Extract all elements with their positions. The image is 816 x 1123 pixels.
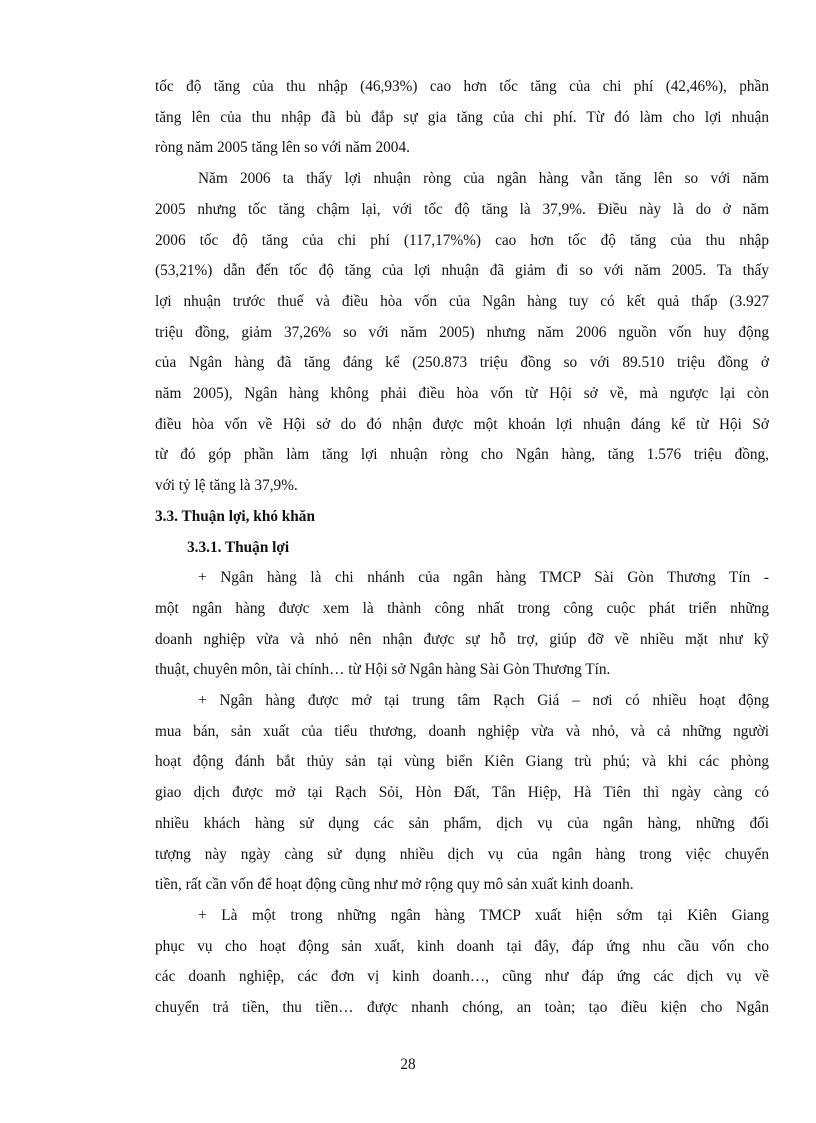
- text-line: các doanh nghiệp, các đơn vị kinh doanh…, cũng như đáp ứng các dịch vụ về: [155, 968, 769, 986]
- page-number: 28: [400, 1056, 416, 1073]
- text-line: từ đó góp phần làm tăng lợi nhuận ròng cho Ngân hàng, tăng 1.576 triệu đồng,: [155, 446, 769, 464]
- advantage-point-2: [155, 686, 769, 901]
- paragraph-continuation: [155, 72, 769, 164]
- text-line: Năm 2006 ta thấy lợi nhuận ròng của ngân hàng vẫn tăng lên so với năm: [198, 170, 769, 188]
- text-line: một ngân hàng được xem là thành công nhất trong công cuộc phát triển những: [155, 599, 769, 617]
- text-line: (53,21%) dẫn đến tốc độ tăng của lợi nhuận đã giảm đi so với năm 2005. Ta thấy: [155, 262, 769, 280]
- advantage-point-1: [155, 563, 769, 686]
- text-line: tiền, rất cần vốn để hoạt động cũng như mở rộng quy mô sản xuất kinh doanh.: [155, 876, 634, 894]
- text-line: doanh nghiệp vừa và nhỏ nên nhận được sự hỗ trợ, giúp đỡ về nhiều mặt như kỹ: [155, 630, 769, 648]
- advantage-point-3: [155, 901, 769, 1024]
- text-line: ròng năm 2005 tăng lên so với năm 2004.: [155, 139, 410, 157]
- text-line: giao dịch được mở tại Rạch Sỏi, Hòn Đất, Tân Hiệp, Hà Tiên thì ngày càng có: [155, 784, 769, 802]
- text-line: chuyển trả tiền, thu tiền… được nhanh chóng, an toàn; tạo điều kiện cho Ngân: [155, 999, 769, 1017]
- page-body: [155, 72, 769, 1024]
- text-line: thuật, chuyên môn, tài chính… từ Hội sở Ngân hàng Sài Gòn Thương Tín.: [155, 661, 611, 679]
- text-line: năm 2005), Ngân hàng không phải điều hòa vốn từ Hội sở về, mà ngược lại còn: [155, 385, 769, 403]
- text-line: nhiều khách hàng sử dụng các sản phẩm, dịch vụ của ngân hàng, những đối: [155, 814, 769, 832]
- text-line: lợi nhuận trước thuế và điều hòa vốn của Ngân hàng tuy có kết quả thấp (3.927: [155, 292, 769, 310]
- paragraph-2006-profit: [155, 164, 769, 502]
- text-line: phục vụ cho hoạt động sản xuất, kinh doanh tại đây, đáp ứng nhu cầu vốn cho: [155, 937, 769, 955]
- text-line: 2005 nhưng tốc tăng chậm lại, với tốc độ tăng là 37,9%. Điều này là do ở năm: [155, 200, 769, 218]
- text-line: triệu đồng, giảm 37,26% so với năm 2005) nhưng năm 2006 nguồn vốn huy động: [155, 323, 769, 341]
- text-line: điều hòa vốn về Hội sở do đó nhận được một khoản lợi nhuận đáng kể từ Hội Sở: [155, 415, 769, 433]
- text-line: của Ngân hàng đã tăng đáng kể (250.873 triệu đồng so với 89.510 triệu đồng ở: [155, 354, 769, 372]
- subsection-heading: 3.3.1. Thuận lợi: [187, 538, 290, 556]
- text-line: + Là một trong những ngân hàng TMCP xuất hiện sớm tại Kiên Giang: [198, 906, 769, 924]
- text-line: 2006 tốc độ tăng của chi phí (117,17%%) cao hơn tốc độ tăng của thu nhập: [155, 231, 769, 249]
- text-line: + Ngân hàng là chi nhánh của ngân hàng TMCP Sài Gòn Thương Tín -: [198, 569, 769, 587]
- section-heading: 3.3. Thuận lợi, khó khăn: [155, 507, 315, 525]
- text-line: hoạt động đánh bắt thủy sản tại vùng biển Kiên Giang trù phú; và khi các phòng: [155, 753, 769, 771]
- text-line: tốc độ tăng của thu nhập (46,93%) cao hơn tốc tăng của chi phí (42,46%), phần: [155, 78, 769, 95]
- text-line: tượng này ngày càng sử dụng nhiều dịch vụ của ngân hàng trong việc chuyển: [155, 845, 769, 863]
- text-line: tăng lên của thu nhập đã bù đắp sự gia tăng của chi phí. Từ đó làm cho lợi nhuận: [155, 108, 769, 126]
- text-line: với tỷ lệ tăng là 37,9%.: [155, 477, 298, 495]
- text-line: + Ngân hàng được mở tại trung tâm Rạch Giá – nơi có nhiều hoạt động: [198, 692, 769, 710]
- text-line: mua bán, sản xuất của tiểu thương, doanh nghiệp vừa và nhỏ, và cả những người: [155, 722, 769, 740]
